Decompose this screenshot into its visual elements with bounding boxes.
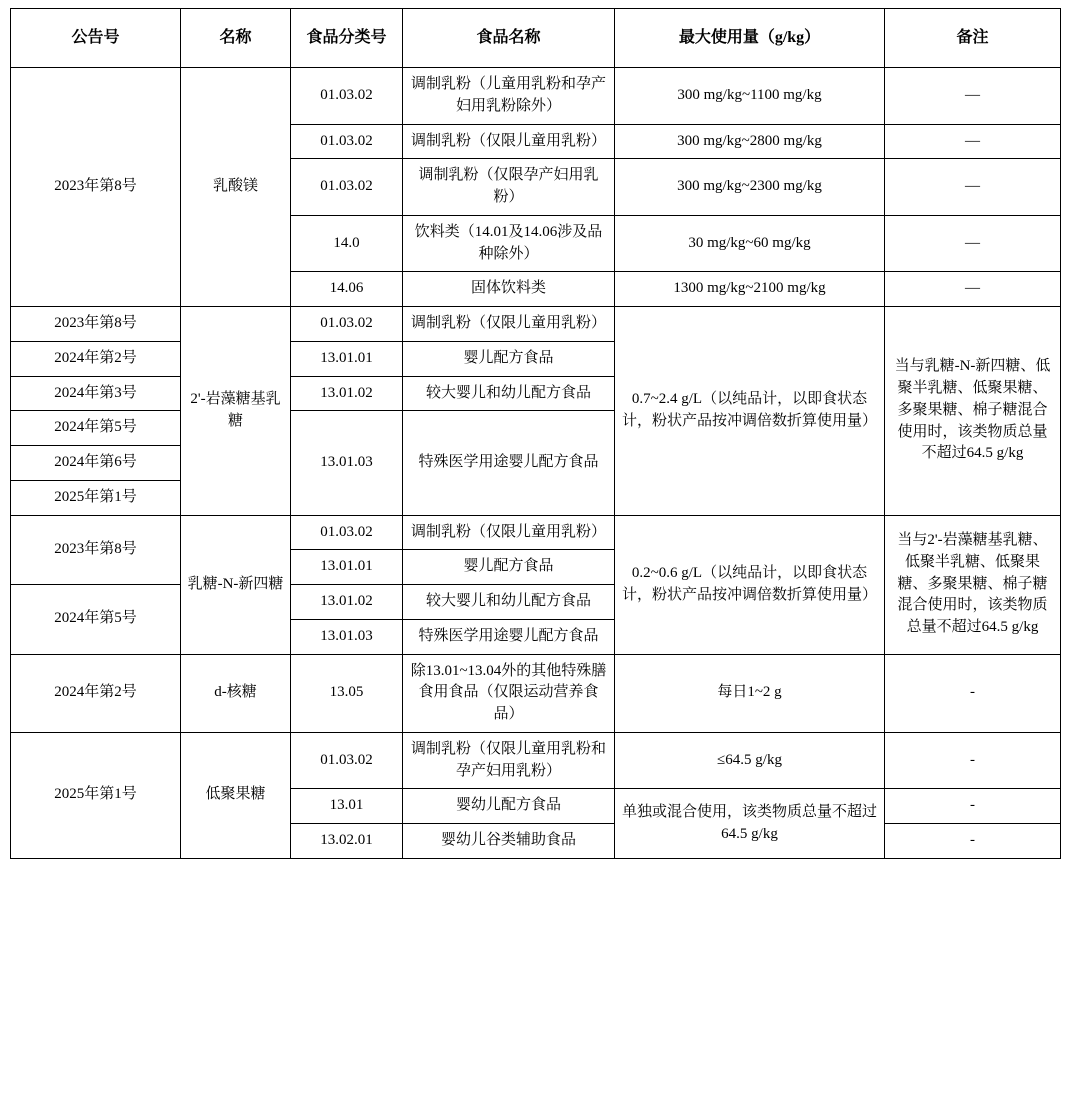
max-usage-cell: 每日1~2 g — [615, 654, 885, 732]
remark-cell: — — [885, 215, 1061, 272]
category-code-cell: 13.01.03 — [291, 411, 403, 515]
category-code-cell: 14.0 — [291, 215, 403, 272]
substance-name-cell: 乳糖-N-新四糖 — [181, 515, 291, 654]
food-name-cell: 较大婴儿和幼儿配方食品 — [403, 376, 615, 411]
food-name-cell: 特殊医学用途婴儿配方食品 — [403, 619, 615, 654]
category-code-cell: 01.03.02 — [291, 307, 403, 342]
food-name-cell: 调制乳粉（仅限儿童用乳粉） — [403, 515, 615, 550]
food-name-cell: 调制乳粉（儿童用乳粉和孕产妇用乳粉除外） — [403, 68, 615, 125]
header-max-usage: 最大使用量（g/kg） — [615, 9, 885, 68]
category-code-cell: 01.03.02 — [291, 159, 403, 216]
max-usage-cell: 0.7~2.4 g/L（以纯品计，以即食状态计，粉状产品按冲调倍数折算使用量） — [615, 307, 885, 516]
remark-cell: 当与乳糖-N-新四糖、低聚半乳糖、低聚果糖、多聚果糖、棉子糖混合使用时，该类物质总量不超过64.5 g/kg — [885, 307, 1061, 516]
table-row — [11, 68, 1061, 125]
remark-cell: - — [885, 789, 1061, 824]
max-usage-cell: ≤64.5 g/kg — [615, 732, 885, 789]
category-code-cell: 13.01.02 — [291, 376, 403, 411]
food-name-cell: 调制乳粉（仅限儿童用乳粉） — [403, 307, 615, 342]
category-code-cell: 13.05 — [291, 654, 403, 732]
remark-cell: — — [885, 159, 1061, 216]
food-name-cell: 婴幼儿谷类辅助食品 — [403, 824, 615, 859]
substance-name-cell: 乳酸镁 — [181, 68, 291, 307]
category-code-cell: 13.01.01 — [291, 341, 403, 376]
notice-number-cell: 2025年第1号 — [11, 732, 181, 858]
remark-cell: — — [885, 68, 1061, 125]
remark-cell: — — [885, 124, 1061, 159]
header-notice-number: 公告号 — [11, 9, 181, 68]
food-name-cell: 婴儿配方食品 — [403, 341, 615, 376]
notice-number-cell: 2023年第8号 — [11, 515, 181, 585]
notice-number-cell: 2024年第2号 — [11, 654, 181, 732]
max-usage-cell: 300 mg/kg~2300 mg/kg — [615, 159, 885, 216]
category-code-cell: 14.06 — [291, 272, 403, 307]
notice-number-cell: 2025年第1号 — [11, 480, 181, 515]
max-usage-cell: 300 mg/kg~1100 mg/kg — [615, 68, 885, 125]
food-name-cell: 调制乳粉（仅限孕产妇用乳粉） — [403, 159, 615, 216]
notice-number-cell: 2024年第6号 — [11, 446, 181, 481]
remark-cell: - — [885, 654, 1061, 732]
food-name-cell: 除13.01~13.04外的其他特殊膳食用食品（仅限运动营养食品） — [403, 654, 615, 732]
header-name: 名称 — [181, 9, 291, 68]
notice-number-cell: 2024年第5号 — [11, 411, 181, 446]
table-row — [11, 732, 1061, 789]
remark-cell: - — [885, 824, 1061, 859]
category-code-cell: 01.03.02 — [291, 124, 403, 159]
category-code-cell: 01.03.02 — [291, 732, 403, 789]
food-name-cell: 固体饮料类 — [403, 272, 615, 307]
category-code-cell: 13.01.03 — [291, 619, 403, 654]
food-name-cell: 特殊医学用途婴儿配方食品 — [403, 411, 615, 515]
header-remark: 备注 — [885, 9, 1061, 68]
table-row — [11, 654, 1061, 732]
food-name-cell: 婴儿配方食品 — [403, 550, 615, 585]
category-code-cell: 13.01.02 — [291, 585, 403, 620]
remark-cell: 当与2'-岩藻糖基乳糖、低聚半乳糖、低聚果糖、多聚果糖、棉子糖混合使用时，该类物质总量不超过64.5 g/kg — [885, 515, 1061, 654]
food-name-cell: 调制乳粉（仅限儿童用乳粉） — [403, 124, 615, 159]
remark-cell: - — [885, 732, 1061, 789]
category-code-cell: 13.01 — [291, 789, 403, 824]
food-name-cell: 婴幼儿配方食品 — [403, 789, 615, 824]
remark-cell: — — [885, 272, 1061, 307]
notice-number-cell: 2024年第2号 — [11, 341, 181, 376]
food-name-cell: 调制乳粉（仅限儿童用乳粉和孕产妇用乳粉） — [403, 732, 615, 789]
header-food-category-code: 食品分类号 — [291, 9, 403, 68]
category-code-cell: 13.02.01 — [291, 824, 403, 859]
max-usage-cell: 30 mg/kg~60 mg/kg — [615, 215, 885, 272]
notice-number-cell: 2023年第8号 — [11, 307, 181, 342]
food-name-cell: 较大婴儿和幼儿配方食品 — [403, 585, 615, 620]
food-name-cell: 饮料类（14.01及14.06涉及品种除外） — [403, 215, 615, 272]
category-code-cell: 01.03.02 — [291, 68, 403, 125]
notice-number-cell: 2023年第8号 — [11, 68, 181, 307]
max-usage-cell: 300 mg/kg~2800 mg/kg — [615, 124, 885, 159]
max-usage-cell: 0.2~0.6 g/L（以纯品计，以即食状态计，粉状产品按冲调倍数折算使用量） — [615, 515, 885, 654]
substance-name-cell: d-核糖 — [181, 654, 291, 732]
substance-name-cell: 2'-岩藻糖基乳糖 — [181, 307, 291, 516]
additives-table — [10, 8, 1061, 859]
substance-name-cell: 低聚果糖 — [181, 732, 291, 858]
header-food-name: 食品名称 — [403, 9, 615, 68]
category-code-cell: 01.03.02 — [291, 515, 403, 550]
table-row — [11, 307, 1061, 342]
notice-number-cell: 2024年第5号 — [11, 585, 181, 655]
table-row — [11, 515, 1061, 550]
table-header-row — [11, 9, 1061, 68]
max-usage-cell: 单独或混合使用，该类物质总量不超过64.5 g/kg — [615, 789, 885, 859]
category-code-cell: 13.01.01 — [291, 550, 403, 585]
max-usage-cell: 1300 mg/kg~2100 mg/kg — [615, 272, 885, 307]
notice-number-cell: 2024年第3号 — [11, 376, 181, 411]
